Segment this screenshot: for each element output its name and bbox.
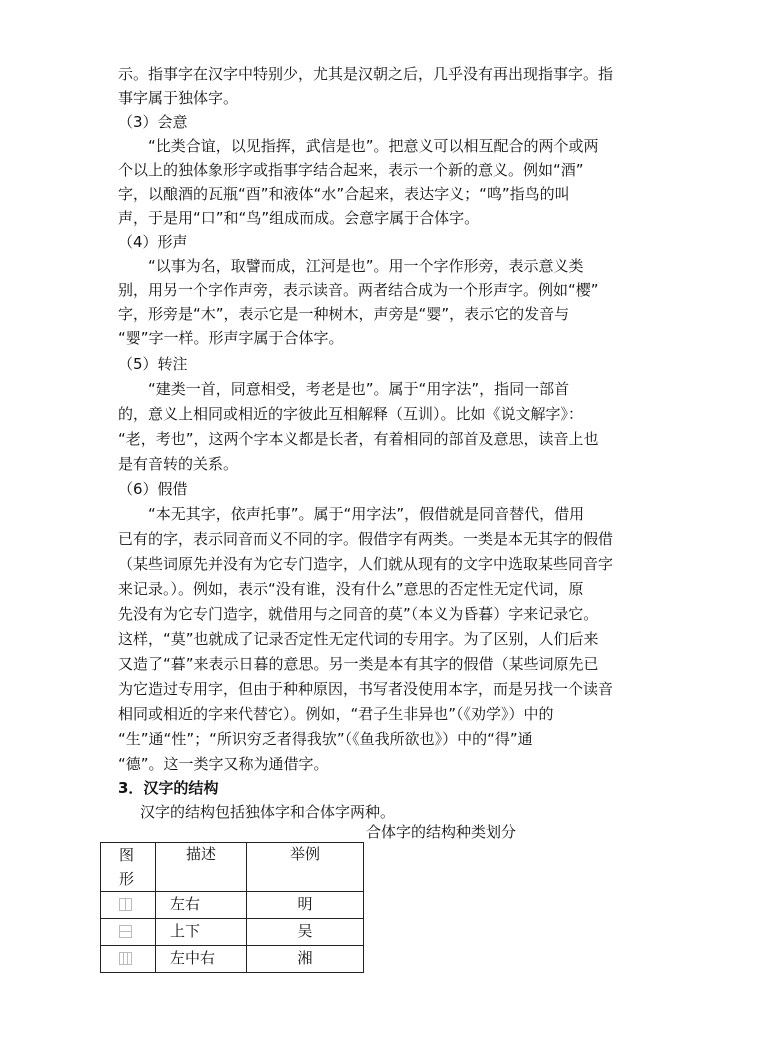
paragraph-line: 来记录。）。例如，表示“没有谁，没有什么”意思的否定性无定代词，原	[118, 580, 584, 598]
paragraph-line: “德”。这一类字又称为通借字。	[118, 755, 329, 773]
paragraph-line: 是有音转的关系。	[118, 455, 239, 473]
header-cell-shape: 图形	[101, 843, 156, 892]
paragraph-line: （某些词原先并没有为它专门造字，人们就从现有的文字中选取某些同音字	[118, 555, 614, 573]
paragraph-line: 声，于是用“口”和“鸟”组成而成。会意字属于合体字。	[118, 209, 480, 227]
example-cell: 明	[247, 892, 364, 919]
paragraph-line: 又造了“暮”来表示日暮的意思。另一类是本有其字的假借（某些词原先已	[118, 655, 599, 673]
table-row	[101, 919, 364, 946]
paragraph-line: “以事为名，取譬而成，江河是也”。用一个字作形旁，表示意义类	[148, 257, 584, 275]
left-middle-right-structure-icon	[119, 952, 132, 965]
top-bottom-structure-icon	[119, 925, 132, 938]
table-caption: 合体字的结构种类划分	[366, 823, 517, 841]
structure-table	[100, 842, 364, 973]
paragraph-line: “生”通“性”；“所识穷乏者得我欤”（《鱼我所欲也》）中的“得”通	[118, 730, 533, 748]
paragraph-line: “老，考也”，这两个字本义都是长者，有着相同的部首及意思，读音上也	[118, 430, 599, 448]
paragraph-line: 为它造过专用字，但由于种种原因，书写者没使用本字，而是另找一个读音	[118, 680, 614, 698]
paragraph-line: 已有的字，表示同音而义不同的字。假借字有两类。一类是本无其字的假借	[118, 530, 614, 548]
paragraph-line: 先没有为它专门造字，就借用与之同音的莫”（本义为昏暮）字来记录它。	[118, 605, 599, 623]
paragraph-line: 事字属于独体字。	[118, 89, 239, 107]
header-cell-description: 描述	[156, 843, 247, 892]
paragraph-line: 的，意义上相同或相近的字彼此互相解释（互训）。比如《说文解字》：	[118, 405, 584, 423]
example-cell: 吴	[247, 919, 364, 946]
paragraph-line: “比类合谊，以见指挥，武信是也”。把意义可以相互配合的两个或两	[148, 137, 599, 155]
table-row	[101, 892, 364, 919]
paragraph-line: 字，形旁是“木”，表示它是一种树木，声旁是“婴”，表示它的发音与	[118, 305, 570, 323]
paragraph-line: 示。指事字在汉字中特别少，尤其是汉朝之后，几乎没有再出现指事字。指	[118, 65, 614, 83]
description-cell: 左右	[156, 892, 247, 919]
section-heading-huiyi: （3）会意	[118, 113, 188, 131]
example-cell: 湘	[247, 946, 364, 973]
paragraph-line: 汉字的结构包括独体字和合体字两种。	[140, 803, 396, 821]
description-cell: 上下	[156, 919, 247, 946]
header-cell-example: 举例	[247, 843, 364, 892]
table-row	[101, 946, 364, 973]
paragraph-line: 别，用另一个字作声旁，表示读音。两者结合成为一个形声字。例如“樱”	[118, 281, 599, 299]
paragraph-line: “婴”字一样。形声字属于合体字。	[118, 329, 344, 347]
left-right-structure-icon	[119, 898, 132, 911]
section-heading-jiajie: （6）假借	[118, 480, 188, 498]
section-heading-zhuanzhu: （5）转注	[118, 355, 188, 373]
paragraph-line: “本无其字，依声托事”。属于“用字法”，假借就是同音替代，借用	[148, 505, 585, 523]
paragraph-line: “建类一首，同意相受，考老是也”。属于“用字法”，指同一部首	[148, 380, 570, 398]
section-heading-xingsheng: （4）形声	[118, 233, 188, 251]
section-heading-structure: 3．汉字的结构	[118, 779, 219, 797]
paragraph-line: 这样，“莫”也就成了记录否定性无定代词的专用字。为了区别，人们后来	[118, 630, 599, 648]
paragraph-line: 字，以酿酒的瓦瓶“酉”和液体“水”合起来，表达字义；“鸣”指鸟的叫	[118, 185, 570, 203]
description-cell: 左中右	[156, 946, 247, 973]
table-header-row	[101, 843, 364, 892]
paragraph-line: 个以上的独体象形字或指事字结合起来，表示一个新的意义。例如“酒”	[118, 161, 584, 179]
paragraph-line: 相同或相近的字来代替它）。例如，“君子生非异也”（《劝学》）中的	[118, 705, 554, 723]
